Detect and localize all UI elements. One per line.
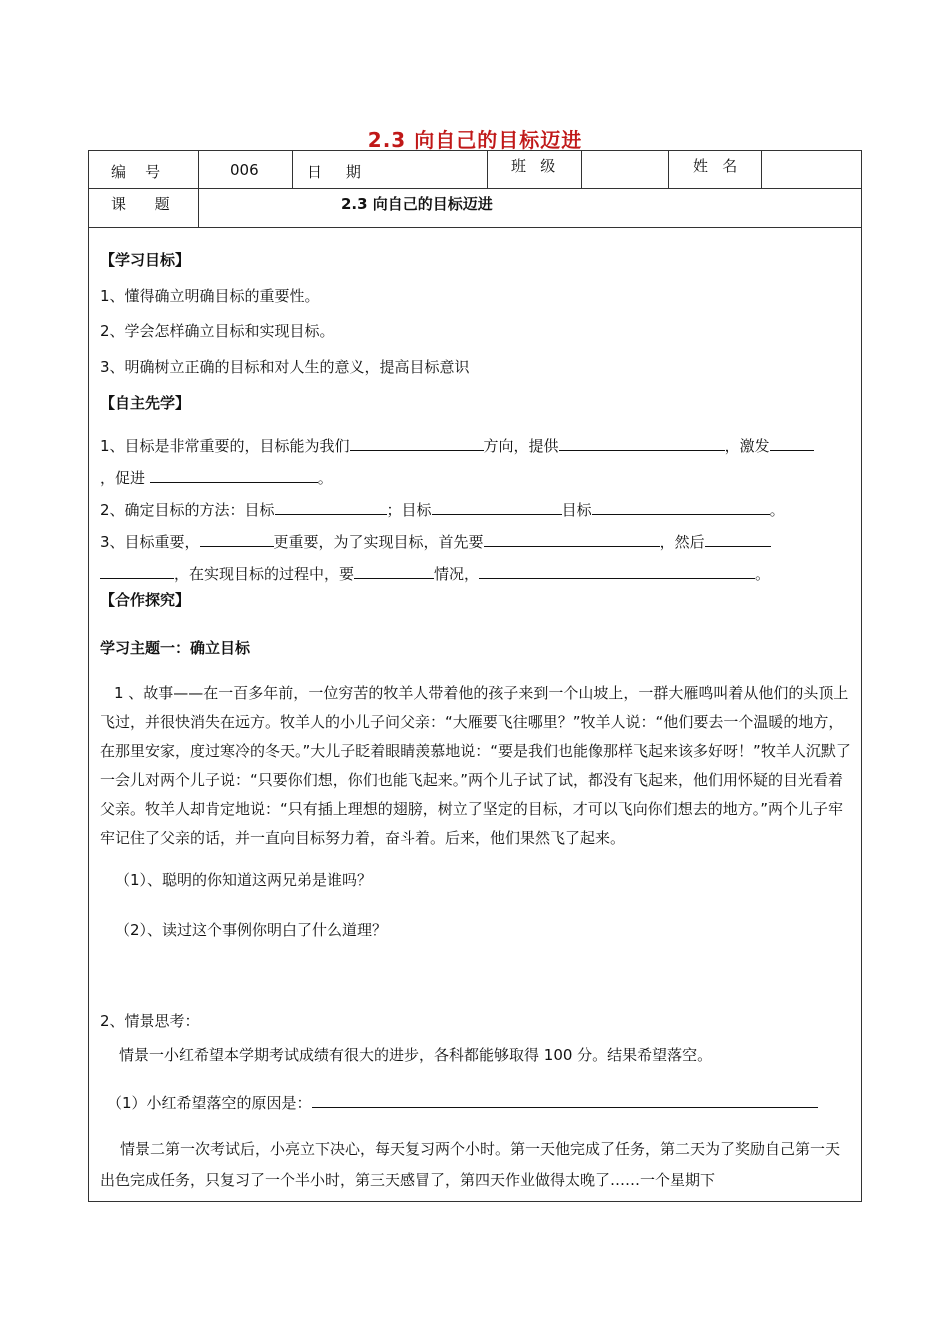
answer-blank[interactable] — [312, 1092, 818, 1108]
story-question-2: （2）、读过这个事例你明白了什么道理？ — [115, 921, 388, 939]
topic-value: 2.3 向自己的目标迈进 — [341, 195, 493, 213]
question-text: （1）小红希望落空的原因是： — [107, 1094, 312, 1112]
question-text: 2、确定目标的方法：目标 — [100, 501, 275, 519]
preview-question-2 — [100, 499, 785, 520]
answer-blank[interactable] — [200, 531, 274, 547]
worksheet-table — [88, 150, 862, 1202]
scene-one: 情景一小红希望本学期考试成绩有很大的进步，各科都能够取得 100 分。结果希望落空。 — [119, 1046, 713, 1064]
topic-row-divider — [89, 227, 861, 228]
explore-heading: 【合作探究】 — [100, 591, 191, 609]
question-text: ，然后 — [659, 533, 705, 551]
topic-one-heading: 学习主题一：确立目标 — [100, 639, 251, 657]
answer-blank[interactable] — [705, 531, 771, 547]
story-question-1: （1）、聪明的你知道这两兄弟是谁吗？ — [115, 871, 373, 889]
topic-label: 课 题 — [111, 195, 170, 213]
goal-item: 1、懂得确立明确目标的重要性。 — [100, 287, 320, 305]
question-text: 。 — [755, 565, 771, 583]
scene-one-question — [107, 1092, 818, 1113]
answer-blank[interactable] — [432, 499, 562, 515]
column-divider — [668, 151, 669, 188]
answer-blank[interactable] — [479, 563, 755, 579]
question-text: 目标 — [561, 501, 592, 519]
answer-blank[interactable] — [100, 563, 174, 579]
situation-heading: 2、情景思考： — [100, 1012, 200, 1030]
question-text: ，激发 — [724, 437, 770, 455]
preview-question-1-cont — [100, 467, 333, 488]
goals-heading: 【学习目标】 — [100, 251, 191, 269]
question-text: 方向，提供 — [483, 437, 559, 455]
column-divider — [198, 151, 199, 227]
preview-heading: 【自主先学】 — [100, 394, 191, 412]
answer-blank[interactable] — [354, 563, 434, 579]
answer-blank[interactable] — [770, 435, 814, 451]
question-text: 3、目标重要， — [100, 533, 200, 551]
page-title: 2.3 向自己的目标迈进 — [367, 128, 583, 152]
header-row-divider — [89, 188, 861, 189]
question-text: 更重要，为了实现目标，首先要 — [273, 533, 484, 551]
answer-blank[interactable] — [350, 435, 484, 451]
date-label: 日 期 — [307, 163, 361, 181]
question-text: ；目标 — [386, 501, 432, 519]
question-text: ，促进 — [100, 469, 146, 487]
question-text: 。 — [769, 501, 785, 519]
story-paragraph: 1 、故事——在一百多年前，一位穷苦的牧羊人带着他的孩子来到一个山坡上，一群大雁鸣叫着从他们的头顶上飞过，并很快消失在远方。牧羊人的小儿子问父亲：“大雁要飞往哪里？”牧羊人说：“他们要去一个温暖的地方，在那里安家，度过寒冷的冬天。”大儿子眨着眼睛羡慕地说：“要是我们也能像那样飞起来该多好呀！”牧羊人沉默了一会儿对两个儿子说：“只要你们想，你们也能飞起来。”两个儿子试了试，都没有飞起来，他们用怀疑的目光看着父亲。牧羊人却肯定地说：“只有插上理想的翅膀，树立了坚定的目标，才可以飞向你们想去的地方。”两个儿子牢牢记住了父亲的话，并一直向目标努力着，奋斗着。后来，他们果然飞了起来。 — [100, 684, 851, 847]
question-text: 。 — [317, 469, 333, 487]
answer-blank[interactable] — [559, 435, 725, 451]
answer-blank[interactable] — [150, 467, 318, 483]
scene-two: 情景二第一次考试后，小亮立下决心，每天复习两个小时。第一天他完成了任务，第二天为了奖励自己第一天出色完成任务，只复习了一个半小时，第三天感冒了，第四天作业做得太晚了……一个星期下 — [100, 1140, 841, 1189]
column-divider — [292, 151, 293, 188]
answer-blank[interactable] — [484, 531, 660, 547]
preview-question-3-cont — [100, 563, 770, 584]
column-divider — [761, 151, 762, 188]
question-text: 1、目标是非常重要的，目标能为我们 — [100, 437, 350, 455]
column-divider — [487, 151, 488, 188]
preview-question-3 — [100, 531, 771, 552]
goal-item: 3、明确树立正确的目标和对人生的意义，提高目标意识 — [100, 358, 470, 376]
number-value: 006 — [230, 161, 259, 179]
number-label: 编 号 — [111, 163, 161, 181]
answer-blank[interactable] — [592, 499, 770, 515]
question-text: 情况， — [434, 565, 480, 583]
name-label: 姓 名 — [693, 157, 738, 175]
goal-item: 2、学会怎样确立目标和实现目标。 — [100, 322, 335, 340]
answer-blank[interactable] — [275, 499, 387, 515]
class-label: 班 级 — [511, 157, 556, 175]
column-divider — [581, 151, 582, 188]
preview-question-1 — [100, 435, 814, 456]
worksheet-content — [89, 229, 861, 1201]
question-text: ，在实现目标的过程中，要 — [174, 565, 355, 583]
